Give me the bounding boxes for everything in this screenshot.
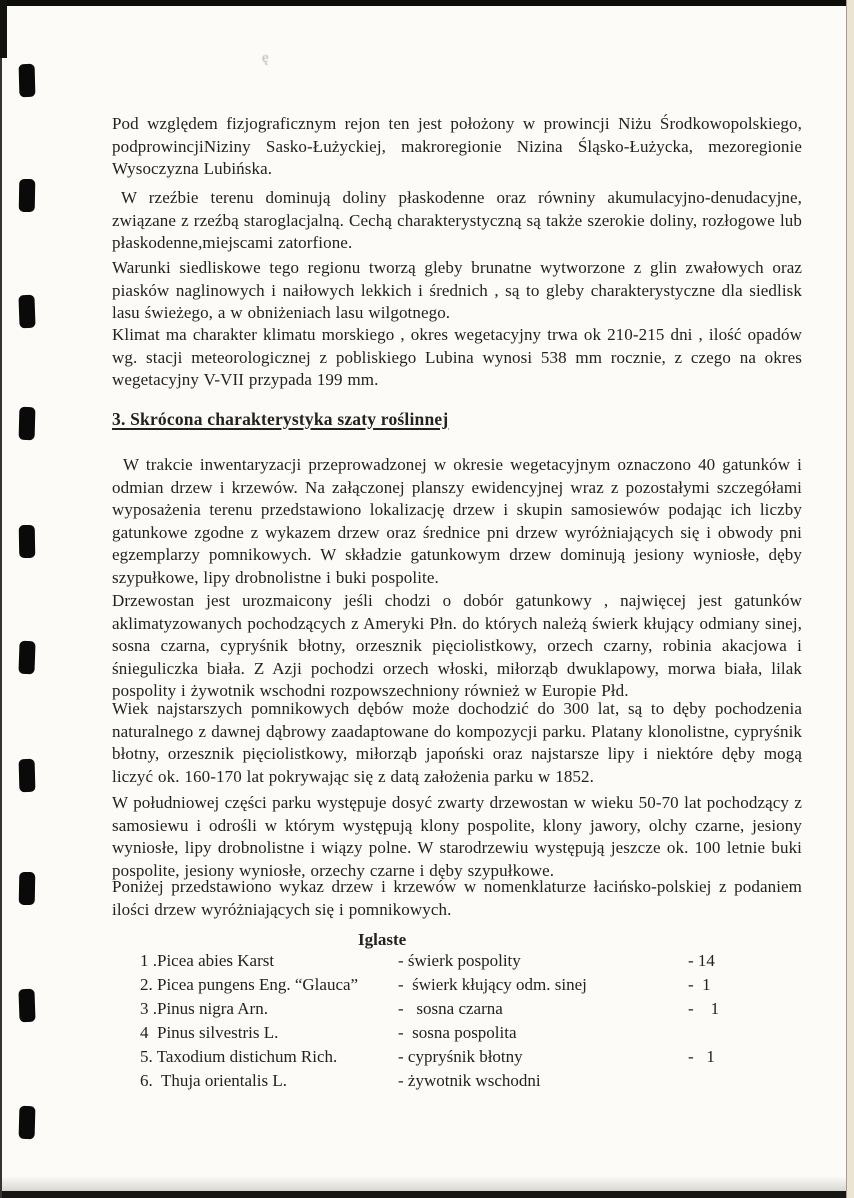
scan-edge-left (0, 0, 2, 1198)
paragraph-climate: Klimat ma charakter klimatu morskiego , okres wegetacyjny trwa ok 210-215 dni , ilość opadów wg. stacji meteorologicznej z pobliskiego Lubina wynosi 538 mm rocznie, z czego na okres wegetacyjny V-VII przypada 199 mm. (112, 325, 802, 389)
paragraph-physiography: Pod względem fizjograficznym rejon ten jest położony w prowincji Niżu Środkowopolskiego, podprowincjiNiziny Sasko-Łużyckiej, makroregionie Nizina Śląsko-Łużycka, mezoregionie Wysoczyzna Lubińska. (112, 114, 802, 178)
polish-name: - świerk pospolity (398, 951, 521, 970)
binding-mark (18, 989, 35, 1023)
specimen-count: - 1 (688, 1047, 715, 1066)
binding-mark (19, 407, 36, 440)
list-item (140, 1071, 802, 1095)
paragraph-inventory: W trakcie inwentaryzacji przeprowadzonej w okresie wegetacyjnym oznaczono 40 gatunków i odmian drzew i krzewów. Na załączonej planszy ewidencyjnej wraz z pozostałymi szczegółami wyposażenia terenu przedstawiono lokalizację drzew i skupin samosiewów podając ich liczby gatunkowe zgodne z wykazem drzew oraz średnice pni drzew wyróżniających się i obwody pni egzemplarzy pomnikowych. W składzie gatunkowym drzew dominują jesiony wyniosłe, dęby szypułkowe, lipy drobnolistne i buki pospolite. (112, 455, 802, 587)
scan-edge-left-corner (0, 0, 7, 58)
paragraph-soils: Warunki siedliskowe tego regionu tworzą gleby brunatne wytworzone z glin zwałowych oraz piasków naglinowych i naiłowych lekkich i średnich , są to gleby charakterystyczne dla siedlisk lasu świeżego, a w obniżeniach lasu wilgotnego. (112, 258, 802, 322)
section-heading: 3. Skrócona charakterystyka szaty roślinnej (112, 408, 449, 429)
binding-mark (19, 1106, 36, 1139)
list-item (140, 975, 802, 999)
paragraph-list-intro: Poniżej przedstawiono wykaz drzew i krzewów w nomenklaturze łacińsko-polskiej z podaniem ilości drzew wyróżniających się i pomnikowych. (112, 877, 802, 919)
specimen-count: - 1 (688, 999, 720, 1018)
binding-mark (19, 179, 36, 212)
latin-name: 3 .Pinus nigra Arn. (140, 999, 268, 1018)
paragraph-species-origin: Drzewostan jest urozmaicony jeśli chodzi o dobór gatunkowy , najwięcej jest gatunków aklimatyzowanych pochodzących z Ameryki Płn. do których należą świerk kłujący odmiany sinej, sosna czarna, cypryśnik błotny, orzesznik pięciolistkowy, orzech czarny, robinia akacjowa i śnieguliczka biała. Z Azji pochodzi orzech włoski, miłorząb dwuklapowy, morwa biała, lilak pospolity i żywotnik wschodni rozpowszechniony również w Europie Płd. (112, 591, 802, 700)
list-item (140, 1047, 802, 1071)
binding-mark (18, 295, 35, 329)
specimen-count: - 1 (688, 975, 711, 994)
latin-name: 2. Picea pungens Eng. “Glauca” (140, 975, 359, 994)
binding-mark (19, 872, 36, 905)
paragraph-oldest-trees: Wiek najstarszych pomnikowych dębów może dochodzić do 300 lat, są to dęby pochodzenia naturalnego z dawnej dąbrowy zaadaptowane do kompozycji parku. Platany klonolistne, cypryśnik błotny, orzesznik pięciolistkowy, miłorząb japoński oraz najstarsze lipy i niektóre dęby mogą liczyć ok. 160-170 lat pokrywając się z datą założenia parku w 1852. (112, 699, 802, 786)
latin-name: 6. Thuja orientalis L. (140, 1071, 287, 1090)
scan-smudge: ę (262, 50, 269, 66)
polish-name: - cypryśnik błotny (398, 1047, 523, 1066)
scan-edge-bottom (0, 1191, 854, 1198)
scan-edge-top (0, 0, 854, 6)
latin-name: 5. Taxodium distichum Rich. (140, 1047, 338, 1066)
paragraph-relief: W rzeźbie terenu dominują doliny płaskodenne oraz równiny akumulacyjno-denudacyjne, związane z rzeźbą staroglacjalną. Cechą charakterystyczną są także szerokie doliny, rozłogowe lub płaskodenne,miejscami zatorfione. (112, 188, 802, 252)
list-item (140, 951, 802, 975)
conifer-list-title: Iglaste (358, 930, 407, 949)
list-item (140, 999, 802, 1023)
scan-bottom-shadow (0, 1176, 854, 1191)
binding-mark (18, 641, 35, 675)
latin-name: 4 Pinus silvestris L. (140, 1023, 279, 1042)
binding-mark (19, 64, 36, 97)
polish-name: - żywotnik wschodni (398, 1071, 541, 1090)
polish-name: - sosna czarna (398, 999, 503, 1018)
conifer-list (140, 951, 802, 1095)
specimen-count: - 14 (688, 951, 715, 970)
list-item (140, 1023, 802, 1047)
paragraph-southern-park: W południowej części parku występuje dosyć zwarty drzewostan w wieku 50-70 lat pochodzący z samosiewu i odrośli w którym występują klony pospolite, klony jawory, olchy czarne, jesiony wyniosłe, lipy drobnolistne i wiązy polne. W starodrzewiu występują jeszcze ok. 100 letnie buki pospolite, jesiony wyniosłe, orzechy czarne i dęby szypułkowe. (112, 793, 802, 880)
polish-name: - sosna pospolita (398, 1023, 517, 1042)
polish-name: - świerk kłujący odm. sinej (398, 975, 587, 994)
binding-mark (19, 525, 36, 558)
latin-name: 1 .Picea abies Karst (140, 951, 275, 970)
binding-mark (19, 759, 36, 792)
page-right-edge (846, 0, 854, 1198)
